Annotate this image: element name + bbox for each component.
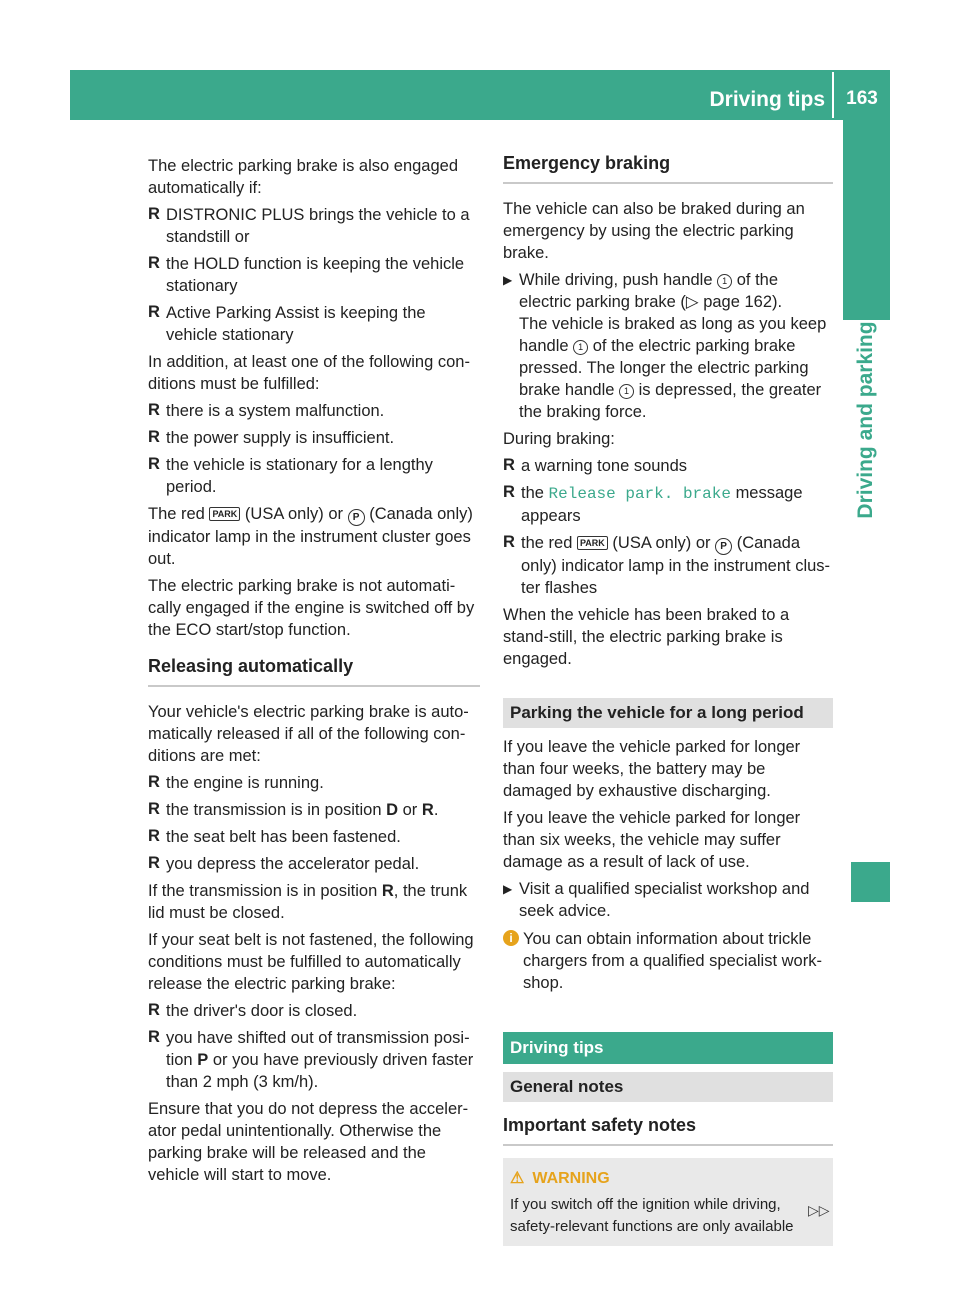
safety-heading: Important safety notes [503, 1114, 833, 1146]
park-indicator-icon: PARK [209, 507, 240, 521]
arrow-icon: ▶ [503, 273, 513, 287]
warning-text: If you switch off the ignition while driving, safety-relevant functions are only available [510, 1196, 794, 1235]
handle-callout-icon: 1 [573, 340, 588, 355]
list-item: R the Release park. brake message appears [503, 483, 803, 525]
list-item: R the vehicle is stationary for a lengthy period. [148, 455, 433, 496]
continue-arrow-icon: ▷▷ [808, 1202, 830, 1218]
header-separator [832, 72, 834, 118]
warning-title: ⚠ WARNING [510, 1168, 826, 1190]
list-item: R the HOLD function is keeping the vehicle stationary [148, 254, 465, 295]
left-column [148, 155, 480, 1191]
handle-callout-icon: 1 [619, 384, 634, 399]
releasing-heading: Releasing automatically [148, 655, 480, 687]
list-item: R a warning tone sounds [503, 456, 688, 475]
p-indicator-icon: P [715, 538, 732, 555]
emergency-heading: Emergency braking [503, 152, 833, 184]
trunk-paragraph: If the transmission is in position R, the trunk lid must be closed. [148, 882, 468, 922]
seatbelt-paragraph: If your seat belt is not fastened, the following conditions must be fulfilled to automatically release the electric parking brake: [148, 931, 474, 993]
instruction-step: ▶ Visit a qualified specialist workshop and seek advice. [503, 880, 810, 920]
warning-box [503, 1158, 833, 1246]
list-item: R the engine is running. [148, 773, 324, 792]
ensure-paragraph: Ensure that you do not depress the acceler-ator pedal unintentionally. Otherwise the parking brake will be released and the vehicle will start to move. [148, 1100, 469, 1184]
general-notes-band: General notes [503, 1072, 833, 1102]
standstill-paragraph: When the vehicle has been braked to a stand-still, the electric parking brake is engaged. [503, 606, 790, 668]
list-item: R the red PARK (USA only) or P (Canada only) indicator lamp in the instrument clus-ter flashes [503, 533, 831, 597]
list-item: R you have shifted out of transmission posi-tion P or you have previously driven faster than 2 mph (3 km/h). [148, 1028, 474, 1091]
page-ref-icon: ▷ [685, 293, 699, 311]
right-column [503, 152, 833, 1246]
info-note: i You can obtain information about trickle chargers from a qualified specialist work-shop. [503, 928, 833, 994]
list-item: R the transmission is in position D or R. [148, 800, 439, 819]
conditions-intro: In addition, at least one of the following con-ditions must be fulfilled: [148, 353, 470, 393]
list-item: R there is a system malfunction. [148, 401, 385, 420]
list-item: R the power supply is insufficient. [148, 428, 395, 447]
info-icon: i [503, 930, 519, 946]
chapter-label: Driving and parking [854, 321, 877, 519]
section-title: Driving tips [709, 88, 825, 111]
not-auto-paragraph: The electric parking brake is not automati-cally engaged if the engine is switched off by the ECO start/stop function. [148, 577, 475, 639]
side-marker [851, 862, 890, 902]
page-number: 163 [846, 88, 878, 109]
instruction-step: ▶ While driving, push handle 1 of the electric parking brake (▷ page 162). The vehicle is braked as long as you keep handle 1 of the electric parking brake pressed. The longer the electric parking brake handle 1 is depressed, the greater the braking force. [503, 271, 827, 421]
list-item: R the driver's door is closed. [148, 1001, 358, 1020]
list-item: R DISTRONIC PLUS brings the vehicle to a standstill or [148, 205, 470, 246]
during-label: During braking: [503, 430, 615, 448]
release-intro: Your vehicle's electric parking brake is auto-matically released if all of the following con-ditions are met: [148, 703, 469, 765]
handle-callout-icon: 1 [717, 274, 732, 289]
display-message: Release park. brake [548, 485, 731, 503]
parking-paragraph-2: If you leave the vehicle parked for longer than six weeks, the vehicle may suffer damage as a result of lack of use. [503, 809, 801, 871]
engaged-intro: The electric parking brake is also engaged automatically if: [148, 157, 459, 197]
warning-triangle-icon: ⚠ [510, 1170, 525, 1187]
list-item: R you depress the accelerator pedal. [148, 854, 420, 873]
parking-paragraph-1: If you leave the vehicle parked for longer than four weeks, the battery may be damaged by exhaustive discharging. [503, 738, 801, 800]
list-item: R Active Parking Assist is keeping the vehicle stationary [148, 303, 426, 344]
indicator-paragraph: The red PARK (USA only) or P (Canada only) indicator lamp in the instrument cluster goes out. [148, 505, 473, 568]
emergency-intro: The vehicle can also be braked during an emergency by using the electric parking brake. [503, 200, 805, 262]
park-indicator-icon: PARK [577, 536, 608, 550]
parking-heading: Parking the vehicle for a long period [503, 698, 833, 728]
driving-tips-band: Driving tips [503, 1032, 833, 1064]
arrow-icon: ▶ [503, 882, 513, 896]
p-indicator-icon: P [348, 509, 365, 526]
list-item: R the seat belt has been fastened. [148, 827, 401, 846]
side-tab [843, 120, 890, 320]
